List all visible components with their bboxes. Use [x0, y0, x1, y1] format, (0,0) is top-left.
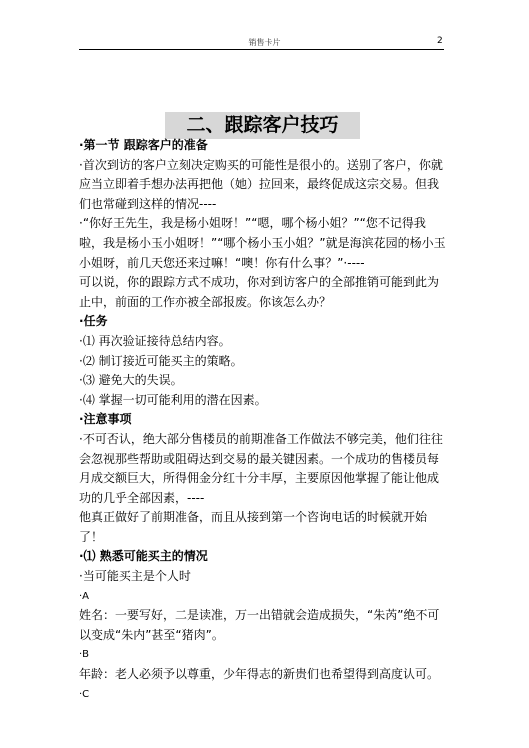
body-paragraph: ·首次到访的客户立刻决定购买的可能性是很小的。送别了客户，你就应当立即着手想办法再把他（她）拉回来，最终促成这宗交易。但我们也常碰到这样的情况----	[79, 157, 443, 211]
body-paragraph: 他真正做好了前期准备，而且从接到第一个咨询电话的时候就开始了！	[79, 510, 428, 544]
body-paragraph: 姓名：一要写好，二是读准，万一出错就会造成损失，“朱芮”绝不可以变成“朱内”甚至“猪肉”。	[79, 608, 440, 642]
list-item: ·⑷ 掌握一切可能利用的潜在因素。	[79, 392, 267, 407]
list-item: ·⑵ 制订接近可能买主的策略。	[79, 353, 243, 368]
body-paragraph: ·“你好王先生，我是杨小姐呀！”“嗯，哪个杨小姐？”“您不记得我啦，我是杨小玉小姐呀！”“哪个杨小玉小姐？”就是海滨花园的杨小玉小姐呀，前几天您还来过嘛！“噢！你有什么事？”·----	[79, 216, 446, 270]
list-item: ·⑶ 避免大的失误。	[79, 373, 183, 388]
page-number: 2	[437, 36, 443, 46]
subheading-know-buyer: ·⑴ 熟悉可能买主的情况	[79, 549, 208, 564]
body-paragraph: ·当可能买主是个人时	[79, 569, 191, 584]
body-paragraph: 可以说，你的跟踪方式不成功，你对到访客户的全部推销可能到此为止中，前面的工作亦被全部报废。你该怎么办？	[79, 275, 440, 309]
heading-notes: ·注意事项	[79, 412, 132, 427]
list-item: ·⑴ 再次验证接待总结内容。	[79, 333, 231, 348]
subsection-heading: ·第一节 跟踪客户的准备	[79, 138, 208, 152]
running-header: 销售卡片	[248, 38, 281, 47]
body-paragraph: 年龄：老人必须予以尊重，少年得志的新贵们也希望得到高度认可。	[79, 667, 440, 682]
section-title: 二、跟踪客户技巧	[165, 112, 360, 139]
item-marker: ·C	[79, 688, 90, 700]
item-marker: ·B	[79, 649, 90, 661]
heading-task: ·任务	[79, 314, 108, 329]
body-paragraph: ·不可否认，绝大部分售楼员的前期准备工作做法不够完美，他们往往会忽视那些帮助或阻碍达到交易的最关键因素。一个成功的售楼员每月成交额巨大，所得佣金分红十分丰厚，主要原因他掌握了能让他成功的几乎全部因素，----	[79, 431, 443, 505]
item-marker: ·A	[79, 590, 90, 602]
header-rule	[79, 49, 444, 50]
document-body	[79, 136, 449, 704]
